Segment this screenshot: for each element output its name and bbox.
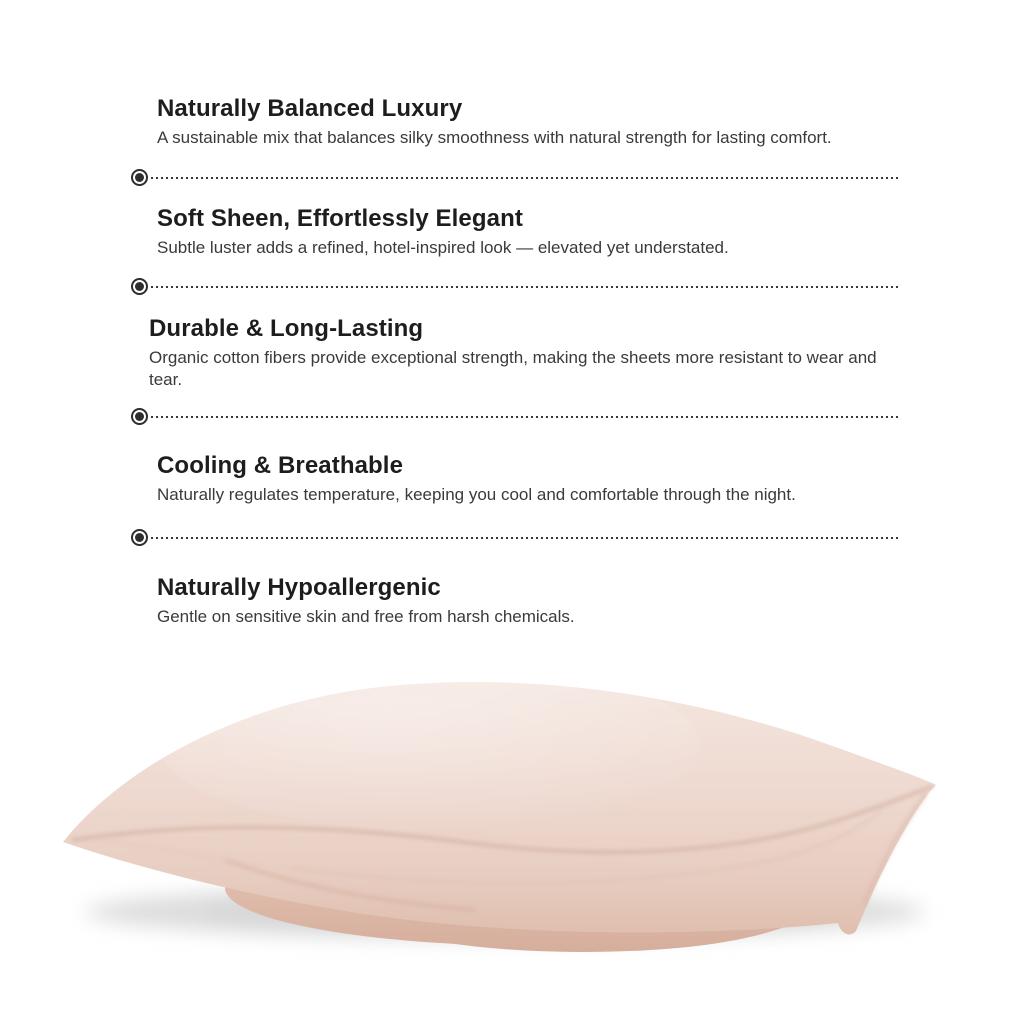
feature-section [149,314,909,391]
feature-description: Naturally regulates temperature, keeping you cool and comfortable through the night. [157,485,796,504]
ring-dot-bullet-icon [131,169,148,186]
section-divider [131,277,900,296]
dotted-line [151,177,900,179]
feature-section [157,573,917,628]
section-divider [131,407,900,426]
feature-title: Naturally Hypoallergenic [157,574,441,601]
feature-section [157,204,917,259]
ring-dot-bullet-icon [131,529,148,546]
dotted-line [151,286,900,288]
feature-title: Naturally Balanced Luxury [157,95,463,122]
feature-section [157,94,917,149]
feature-description: Gentle on sensitive skin and free from harsh chemicals. [157,607,575,626]
dotted-line [151,416,900,418]
ring-dot-bullet-icon [131,408,148,425]
ring-dot-bullet-icon [131,278,148,295]
feature-description: Subtle luster adds a refined, hotel-inspired look — elevated yet understated. [157,238,729,257]
dotted-line [151,537,900,539]
feature-description: A sustainable mix that balances silky smoothness with natural strength for lasting comfort. [157,128,832,147]
feature-title: Durable & Long-Lasting [149,315,424,342]
section-divider [131,528,900,547]
feature-section [157,451,917,506]
feature-title: Cooling & Breathable [157,452,404,479]
feature-title: Soft Sheen, Effortlessly Elegant [157,205,523,232]
section-divider [131,168,900,187]
feature-description: Organic cotton fibers provide exceptional strength, making the sheets more resistant to wear and tear. [149,348,877,389]
